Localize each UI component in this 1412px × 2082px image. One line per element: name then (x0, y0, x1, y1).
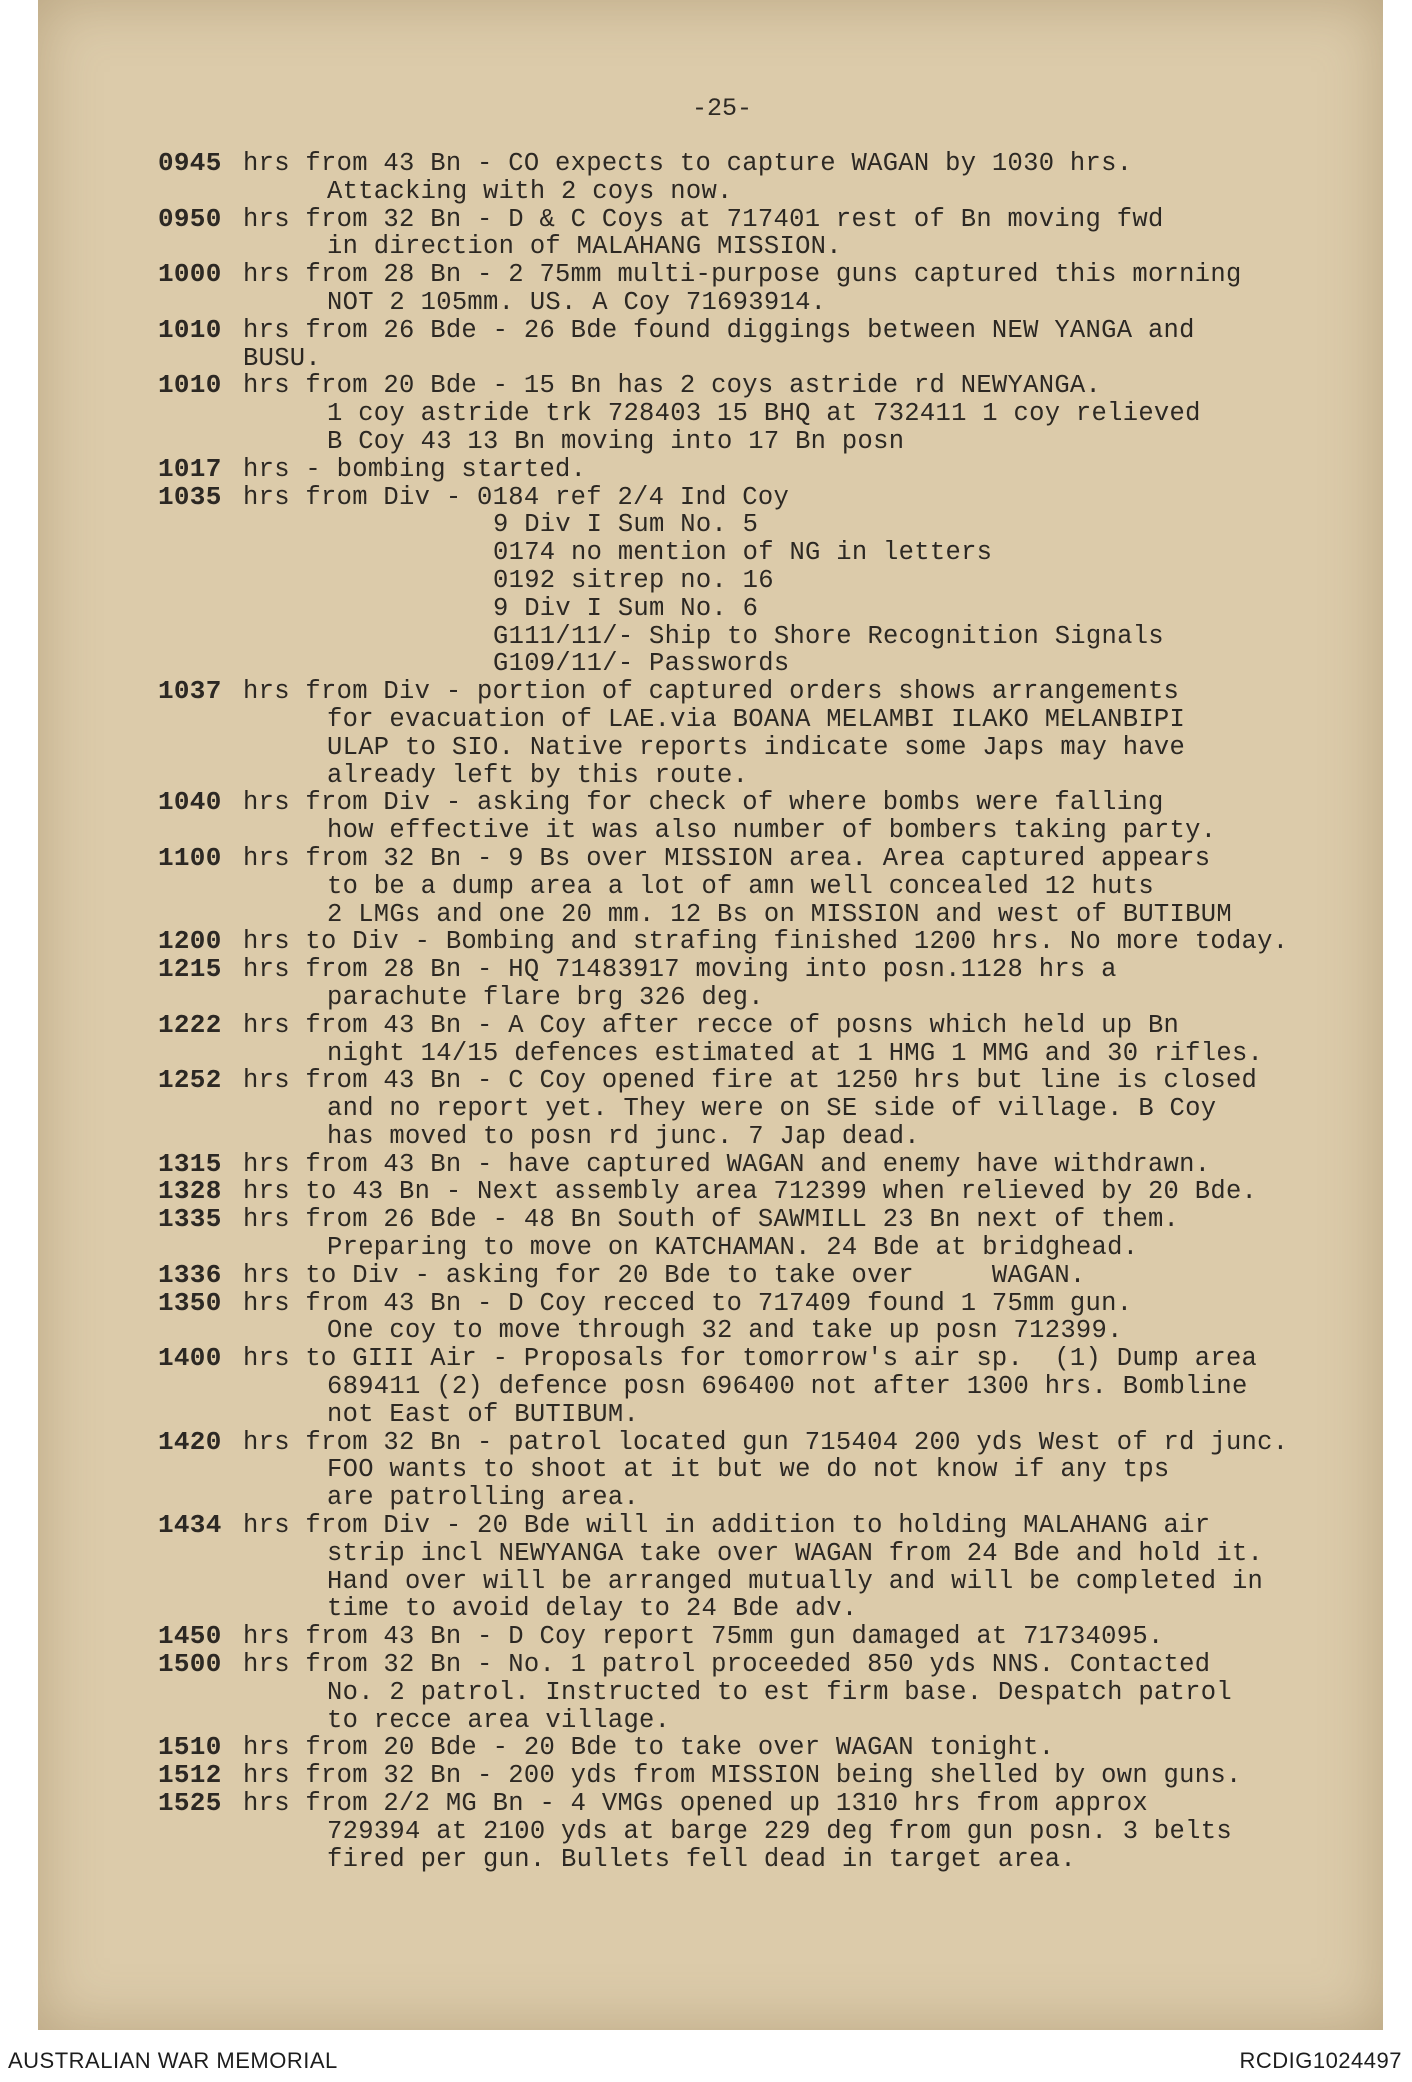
entry-time: 1035 (158, 481, 222, 512)
entry-body (243, 1790, 1398, 1873)
entry-body (243, 456, 1398, 484)
entry-text: hrs from 28 Bn - HQ 71483917 moving into posn.1128 hrs a (243, 955, 1117, 985)
entry-time: 1510 (158, 1732, 222, 1763)
document-list-item: 0192 sitrep no. 16 (493, 565, 774, 595)
log-entry (158, 1734, 1398, 1762)
entry-body (243, 1429, 1398, 1512)
entry-continuation: Attacking with 2 coys now. (327, 176, 733, 206)
entry-continuation: No. 2 patrol. Instructed to est firm base. Despatch patrol (327, 1677, 1232, 1707)
footer-archive-name: AUSTRALIAN WAR MEMORIAL (8, 2048, 338, 2073)
document-list-item: G111/11/- Ship to Shore Recognition Signals (493, 621, 1164, 651)
entry-time: 1328 (158, 1176, 222, 1207)
entry-continuation: 729394 at 2100 yds at barge 229 deg from gun posn. 3 belts (327, 1816, 1232, 1846)
entry-time: 1336 (158, 1259, 222, 1290)
log-entry (158, 1345, 1398, 1428)
entry-text: hrs from 32 Bn - 9 Bs over MISSION area. Area captured appears (243, 843, 1211, 873)
entry-text: hrs from 28 Bn - 2 75mm multi-purpose guns captured this morning (243, 260, 1242, 290)
log-entry (158, 150, 1398, 206)
log-entry (158, 453, 1398, 484)
entry-continuation: to be a dump area a lot of amn well concealed 12 huts (327, 871, 1154, 901)
entry-text: hrs from 32 Bn - No. 1 patrol proceeded 850 yds NNS. Contacted (243, 1650, 1211, 1680)
log-entry (158, 1259, 1398, 1290)
entry-time: 1100 (158, 842, 222, 873)
entry-continuation: are patrolling area. (327, 1483, 640, 1513)
entry-body (243, 1623, 1398, 1651)
entry-time: 1420 (158, 1426, 222, 1457)
entry-time: 1215 (158, 954, 222, 985)
entry-text: hrs from 20 Bde - 15 Bn has 2 coys astride rd NEWYANGA. (243, 371, 1102, 401)
entry-time: 1335 (158, 1204, 222, 1235)
entry-text: hrs from 32 Bn - D & C Coys at 717401 rest of Bn moving fwd (243, 204, 1164, 234)
entry-text: hrs from 26 Bde - 26 Bde found diggings between NEW YANGA and (243, 315, 1195, 345)
entry-continuation: parachute flare brg 326 deg. (327, 982, 764, 1012)
entry-text: hrs from 20 Bde - 20 Bde to take over WAGAN tonight. (243, 1733, 1055, 1763)
entry-body (243, 206, 1398, 262)
entry-body (243, 1012, 1398, 1068)
entry-continuation: 689411 (2) defence posn 696400 not after 1300 hrs. Bombline (327, 1372, 1248, 1402)
entry-continuation: fired per gun. Bullets fell dead in target area. (327, 1844, 1076, 1874)
entry-text: hrs to 43 Bn - Next assembly area 712399 when relieved by 20 Bde. (243, 1177, 1258, 1207)
entry-time: 1315 (158, 1148, 222, 1179)
entry-continuation: FOO wants to shoot at it but we do not know if any tps (327, 1455, 1170, 1485)
entry-body (243, 1290, 1398, 1346)
entry-continuation: 1 coy astride trk 728403 15 BHQ at 732411 1 coy relieved (327, 399, 1201, 429)
entry-body (243, 1651, 1398, 1734)
entry-body (243, 372, 1398, 455)
entry-continuation: has moved to posn rd junc. 7 Jap dead. (327, 1121, 920, 1151)
log-entry (158, 1178, 1398, 1206)
log-entry (158, 1426, 1398, 1513)
log-entry (158, 678, 1398, 789)
entry-text: hrs from 26 Bde - 48 Bn South of SAWMILL 23 Bn next of them. (243, 1205, 1180, 1235)
entry-body (243, 1206, 1398, 1262)
entry-time: 1010 (158, 370, 222, 401)
entry-text: hrs - bombing started. (243, 454, 587, 484)
document-list-item: 0174 no mention of NG in letters (493, 538, 993, 568)
entry-continuation: strip incl NEWYANGA take over WAGAN from 24 Bde and hold it. (327, 1538, 1264, 1568)
entry-time: 1010 (158, 314, 222, 345)
log-entry (158, 789, 1398, 845)
entry-text: hrs from 43 Bn - C Coy opened fire at 1250 hrs but line is closed (243, 1066, 1258, 1096)
entry-text: hrs from Div - 0184 ref 2/4 Ind Coy (243, 482, 790, 512)
entry-body (243, 1762, 1398, 1790)
entry-text: hrs from Div - 20 Bde will in addition to holding MALAHANG air (243, 1511, 1211, 1541)
log-entry (158, 314, 1398, 373)
entry-text: hrs from Div - portion of captured orders shows arrangements (243, 677, 1180, 707)
log-entry (158, 1512, 1398, 1623)
document-page (38, 0, 1383, 2030)
entry-time: 1500 (158, 1649, 222, 1680)
entry-text: hrs to GIII Air - Proposals for tomorrow's air sp. (1) Dump area (243, 1344, 1258, 1374)
log-entry (158, 1623, 1398, 1651)
entry-body (243, 1345, 1398, 1428)
entry-text: hrs from 2/2 MG Bn - 4 VMGs opened up 1310 hrs from approx (243, 1789, 1148, 1819)
entry-body (243, 1262, 1398, 1290)
entry-text: hrs from 32 Bn - patrol located gun 715404 200 yds West of rd junc. (243, 1427, 1289, 1457)
entry-time: 1040 (158, 787, 222, 818)
entry-time: 1512 (158, 1760, 222, 1791)
log-entry (158, 261, 1398, 317)
entry-body (243, 484, 1398, 679)
entry-time: 1434 (158, 1510, 222, 1541)
entry-body (243, 261, 1398, 317)
entry-time: 1450 (158, 1621, 222, 1652)
entry-text: hrs from 43 Bn - D Coy recced to 717409 found 1 75mm gun. (243, 1288, 1133, 1318)
entry-continuation: 2 LMGs and one 20 mm. 12 Bs on MISSION and west of BUTIBUM (327, 899, 1232, 929)
entry-continuation: B Coy 43 13 Bn moving into 17 Bn posn (327, 426, 905, 456)
entry-continuation: time to avoid delay to 24 Bde adv. (327, 1594, 858, 1624)
entry-time: 1350 (158, 1287, 222, 1318)
entry-text: hrs from Div - asking for check of where bombs were falling (243, 788, 1164, 818)
entry-continuation: One coy to move through 32 and take up posn 712399. (327, 1316, 1123, 1346)
entry-body (243, 1734, 1398, 1762)
entry-continuation: for evacuation of LAE.via BOANA MELAMBI ILAKO MELANBIPI (327, 704, 1186, 734)
entry-time: 1000 (158, 259, 222, 290)
entry-body (243, 678, 1398, 789)
entry-body (243, 956, 1398, 1012)
entry-continuation: in direction of MALAHANG MISSION. (327, 232, 842, 262)
document-list-item: 9 Div I Sum No. 6 (493, 593, 759, 623)
log-entry (158, 481, 1398, 679)
entry-body (243, 1178, 1398, 1206)
document-list-item: G109/11/- Passwords (493, 649, 790, 679)
entry-body (243, 317, 1398, 373)
page-number: -25- (692, 94, 753, 123)
entry-time: 0950 (158, 203, 222, 234)
log-entry (158, 1206, 1398, 1262)
log-entry (158, 372, 1398, 455)
entry-continuation: how effective it was also number of bombers taking party. (327, 816, 1217, 846)
entry-time: 0945 (158, 148, 222, 178)
entry-text: hrs from 43 Bn - A Coy after recce of posns which held up Bn (243, 1010, 1180, 1040)
entry-text: hrs from 43 Bn - have captured WAGAN and enemy have withdrawn. (243, 1149, 1211, 1179)
entry-body (243, 1512, 1398, 1623)
entry-continuation: Hand over will be arranged mutually and will be completed in (327, 1566, 1264, 1596)
log-entry (158, 203, 1398, 262)
entry-body (243, 1151, 1398, 1179)
entry-continuation: and no report yet. They were on SE side of village. B Coy (327, 1094, 1217, 1124)
entry-continuation: night 14/15 defences estimated at 1 HMG 1 MMG and 30 rifles. (327, 1038, 1264, 1068)
entry-body (243, 150, 1398, 206)
log-entry (158, 1287, 1398, 1346)
log-entry (158, 928, 1398, 956)
log-entry (158, 842, 1398, 929)
log-entry (158, 1651, 1398, 1734)
log-entry (158, 956, 1398, 1012)
footer-record-id: RCDIG1024497 (1239, 2048, 1402, 2073)
entry-continuation: BUSU. (243, 343, 322, 373)
log-entry (158, 1762, 1398, 1790)
log-entry (158, 1009, 1398, 1068)
entry-time: 1400 (158, 1343, 222, 1374)
entry-continuation: ULAP to SIO. Native reports indicate some Japs may have (327, 732, 1186, 762)
entry-time: 1200 (158, 926, 222, 957)
entry-body (243, 1067, 1398, 1150)
document-list-item: 9 Div I Sum No. 5 (493, 510, 759, 540)
entry-continuation: not East of BUTIBUM. (327, 1399, 640, 1429)
entry-text: hrs to Div - Bombing and strafing finished 1200 hrs. No more today. (243, 927, 1289, 957)
entry-time: 1525 (158, 1788, 222, 1819)
entry-text: hrs from 32 Bn - 200 yds from MISSION being shelled by own guns. (243, 1761, 1242, 1791)
log-entry (158, 1067, 1398, 1150)
entry-time: 1252 (158, 1065, 222, 1096)
entry-text: hrs to Div - asking for 20 Bde to take over WAGAN. (243, 1260, 1086, 1290)
entry-continuation: to recce area village. (327, 1705, 671, 1735)
entry-time: 1222 (158, 1009, 222, 1040)
entry-continuation: already left by this route. (327, 760, 749, 790)
entry-body (243, 845, 1398, 928)
entry-text: hrs from 43 Bn - D Coy report 75mm gun damaged at 71734095. (243, 1622, 1164, 1652)
entry-time: 1017 (158, 453, 222, 484)
entry-body (243, 928, 1398, 956)
war-diary-log (158, 150, 1398, 1873)
entry-time: 1037 (158, 676, 222, 707)
log-entry (158, 1790, 1398, 1873)
entry-continuation: NOT 2 105mm. US. A Coy 71693914. (327, 287, 827, 317)
entry-text: hrs from 43 Bn - CO expects to capture WAGAN by 1030 hrs. (243, 149, 1133, 178)
log-entry (158, 1148, 1398, 1179)
entry-continuation: Preparing to move on KATCHAMAN. 24 Bde at bridghead. (327, 1233, 1139, 1263)
entry-body (243, 789, 1398, 845)
